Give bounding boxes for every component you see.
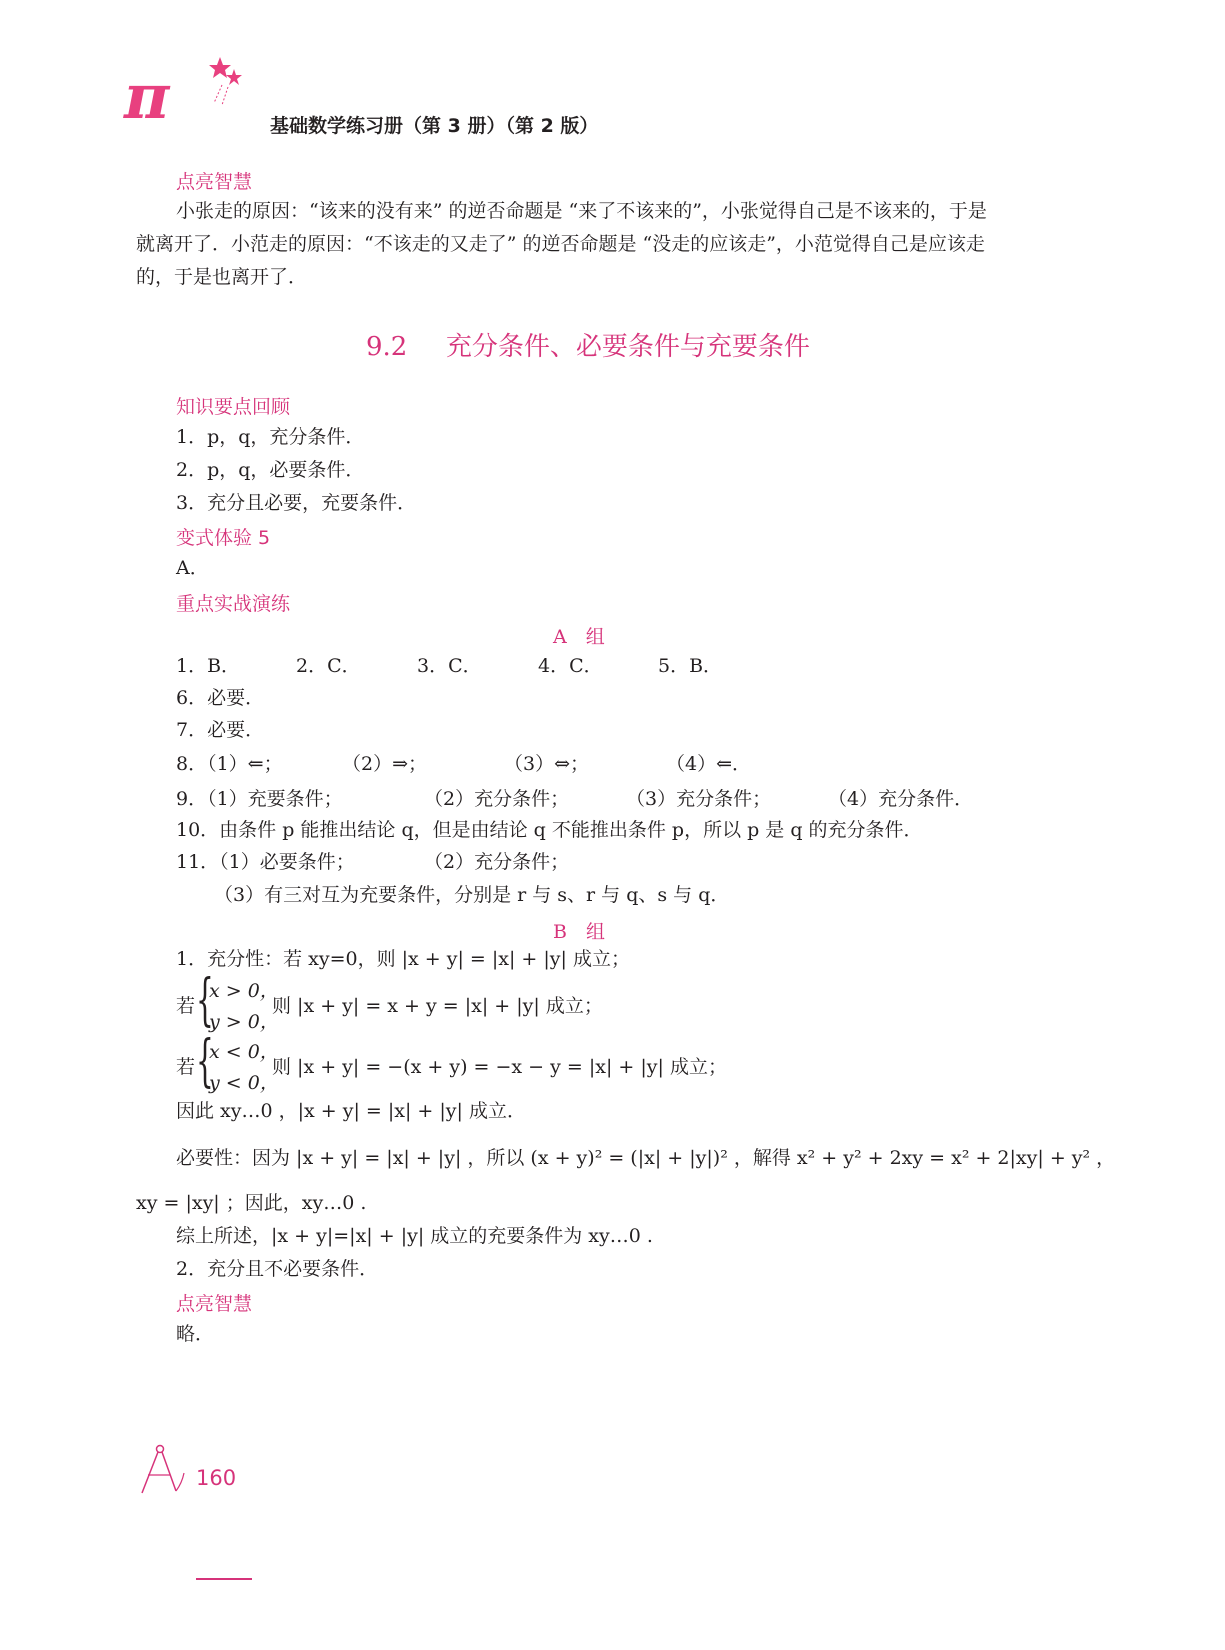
answer-9-2: （2）充分条件； xyxy=(424,788,570,810)
variant-heading: 变式体验 5 xyxy=(176,527,271,549)
brace-icon: { xyxy=(196,968,214,1033)
answer-7: 7．必要． xyxy=(176,719,265,741)
proof-line-6: xy = |xy| ；因此，xy…0 . xyxy=(136,1192,367,1214)
section-title xyxy=(366,326,810,363)
answer-8-2: （2）⇒； xyxy=(342,753,428,775)
case-positive xyxy=(176,968,603,1035)
wisdom-text-2: 略． xyxy=(176,1323,215,1345)
answer-5: 5．B． xyxy=(658,655,723,677)
answer-11-1: 11．（1）必要条件； xyxy=(176,851,355,873)
case-negative xyxy=(176,1029,727,1096)
answer-b-2: 2．充分且不必要条件． xyxy=(176,1258,379,1280)
wisdom-heading: 点亮智慧 xyxy=(176,171,253,193)
pi-logo: π xyxy=(124,60,170,133)
case-top: x < 0， xyxy=(209,1041,279,1063)
answer-1: 1．B． xyxy=(176,655,241,677)
case-top: x > 0， xyxy=(209,980,279,1002)
case-result: 则 |x + y| = −(x + y) = −x − y = |x| + |y| 成立； xyxy=(272,1056,727,1078)
review-item: 2．p，q，必要条件． xyxy=(176,459,365,481)
answer-11-2: （2）充分条件； xyxy=(424,851,570,873)
review-item: 1．p，q，充分条件． xyxy=(176,426,365,448)
answer-8-1: 8．（1）⇐； xyxy=(176,753,283,775)
review-heading: 知识要点回顾 xyxy=(176,396,291,418)
answer-9-3: （3）充分条件； xyxy=(626,788,772,810)
proof-line-5: 必要性：因为 |x + y| = |x| + |y| ，所以 (x + y)² = (|x| + |y|)² ，解得 x² + y² + 2xy = x² + 2|xy| + y² ， xyxy=(176,1147,1116,1169)
book-title: 基础数学练习册（第 3 册）（第 2 版） xyxy=(270,115,599,137)
practice-heading: 重点实战演练 xyxy=(176,593,291,615)
answer-2: 2．C． xyxy=(296,655,361,677)
case-bottom: y < 0， xyxy=(209,1072,279,1094)
proof-line-1: 1．充分性：若 xy=0，则 |x + y| = |x| + |y| 成立； xyxy=(176,948,630,970)
wisdom-line-3: 的，于是也离开了． xyxy=(136,266,308,288)
compass-icon xyxy=(136,1443,188,1495)
case-prefix: 若 xyxy=(176,995,196,1017)
answer-11-3: （3）有三对互为充要条件，分别是 r 与 s、r 与 q、s 与 q． xyxy=(214,884,730,906)
answer-9-1: 9．（1）充要条件； xyxy=(176,788,343,810)
case-prefix: 若 xyxy=(176,1056,196,1078)
section-number: 9.2 xyxy=(366,332,408,362)
wisdom-line-1: 小张走的原因：“该来的没有来” 的逆否命题是 “来了不该来的”，小张觉得自己是不该来的，于是 xyxy=(176,200,987,222)
variant-answer: A． xyxy=(176,557,209,579)
section-title-text: 充分条件、必要条件与充要条件 xyxy=(445,332,810,362)
answer-9-4: （4）充分条件． xyxy=(828,788,974,810)
proof-line-7: 综上所述，|x + y|=|x| + |y| 成立的充要条件为 xy…0 . xyxy=(176,1225,653,1247)
proof-line-4: 因此 xy…0 ，|x + y| = |x| + |y| 成立． xyxy=(176,1100,526,1122)
answer-6: 6．必要． xyxy=(176,687,265,709)
group-b-label: B 组 xyxy=(553,921,605,943)
brace-icon: { xyxy=(196,1029,214,1094)
wisdom-line-2: 就离开了．小范走的原因：“不该走的又走了” 的逆否命题是 “没走的应该走”，小范觉得自己是应该走 xyxy=(136,233,985,255)
answer-8-3: （3）⇔； xyxy=(504,753,590,775)
group-a-label: A 组 xyxy=(553,626,605,648)
answer-3: 3．C． xyxy=(417,655,482,677)
answer-4: 4．C． xyxy=(538,655,603,677)
answer-10: 10．由条件 p 能推出结论 q，但是由结论 q 不能推出条件 p，所以 p 是 q 的充分条件． xyxy=(176,819,923,841)
page-number-underline xyxy=(196,1578,252,1580)
wisdom-heading-2: 点亮智慧 xyxy=(176,1293,253,1315)
stars-icon xyxy=(200,55,250,110)
page-number: 160 xyxy=(196,1466,237,1490)
case-result: 则 |x + y| = x + y = |x| + |y| 成立； xyxy=(272,995,603,1017)
answer-8-4: （4）⇐． xyxy=(666,753,752,775)
review-item: 3．充分且必要，充要条件． xyxy=(176,492,417,514)
case-bottom: y > 0， xyxy=(209,1011,279,1033)
